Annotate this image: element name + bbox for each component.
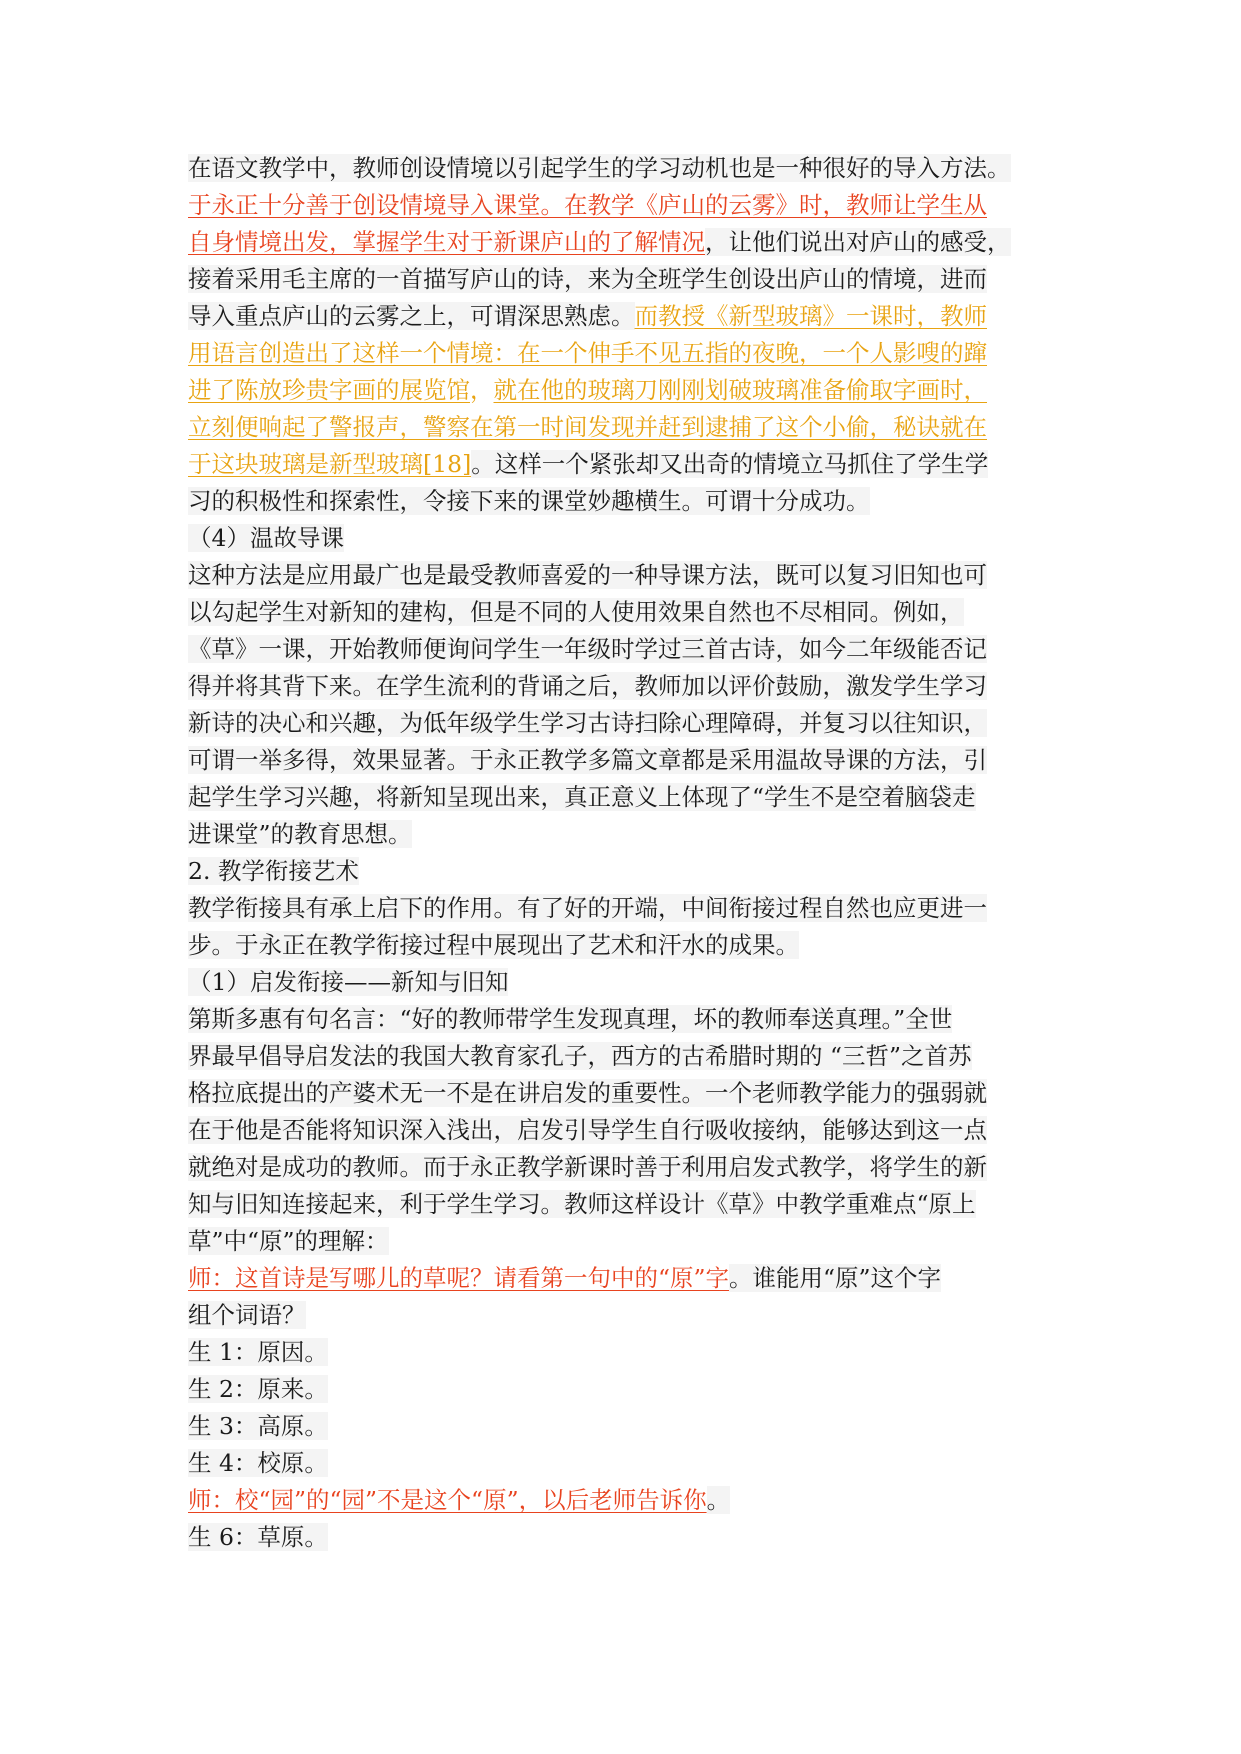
text-run: 步。于永正在教学衔接过程中展现出了艺术和汗水的成果。 [188,931,799,959]
orange-underlined-annotation: 于这块玻璃是新型玻璃[18] [188,450,472,478]
text-run: 生 6：草原。 [188,1523,328,1551]
text-line [188,187,1078,224]
orange-underlined-annotation: 而教授《新型玻璃》一课时，教师 [634,302,987,330]
text-line [188,224,1078,261]
dialogue-line [188,1445,1078,1482]
text-run: 进课堂”的教育思想。 [188,820,412,848]
text-run: 。 [706,1486,731,1514]
text-line [188,483,1078,520]
document-body [188,150,1078,1556]
text-line [188,779,1078,816]
text-run: 就绝对是成功的教师。而于永正教学新课时善于利用启发式教学，将学生的新 [188,1153,987,1181]
text-line [188,1297,1078,1334]
text-line [188,890,1078,927]
text-line [188,372,1078,409]
text-line [188,1149,1078,1186]
text-line [188,335,1078,372]
text-run: 新诗的决心和兴趣，为低年级学生学习古诗扫除心理障碍，并复习以往知识， [188,709,987,737]
text-run: ，让他们说出对庐山的感受， [705,228,1011,256]
dialogue-line [188,1482,1078,1519]
dialogue-line [188,1334,1078,1371]
text-run: 起学生学习兴趣，将新知呈现出来，真正意义上体现了“学生不是空着脑袋走 [188,783,976,811]
orange-underlined-annotation: 用语言创造出了这样一个情境：在一个伸手不见五指的夜晚，一个人影嗖的蹿 [188,339,987,367]
text-line [188,742,1078,779]
heading-text: （4）温故导课 [188,524,344,552]
text-run: 。谁能用“原”这个字 [729,1264,942,1292]
text-run: 接着采用毛主席的一首描写庐山的诗，来为全班学生创设出庐山的情境，进而 [188,265,987,293]
orange-underlined-annotation: 立刻便响起了警报声，警察在第一时间发现并赶到逮捕了这个小偷，秘诀就在 [188,413,987,441]
text-run: 。这样一个紧张却又出奇的情境立马抓住了学生学 [471,450,989,478]
text-run: 以勾起学生对新知的建构，但是不同的人使用效果自然也不尽相同。例如， [188,598,964,626]
text-line [188,1112,1078,1149]
text-run: 生 2：原来。 [188,1375,328,1403]
text-run: 组个词语？ [188,1301,306,1329]
orange-underlined-annotation: 就在他的玻璃刀刚刚划破玻璃准备偷取字画时， [493,376,987,404]
text-line [188,927,1078,964]
text-run: 教学衔接具有承上启下的作用。有了好的开端，中间衔接过程自然也应更进一 [188,894,987,922]
text-line [188,594,1078,631]
dialogue-line [188,1519,1078,1556]
text-run: 在于他是否能将知识深入浅出，启发引导学生自行吸收接纳，能够达到这一点 [188,1116,987,1144]
text-line [188,668,1078,705]
text-run: ， [470,376,494,404]
text-run: 格拉底提出的产婆术无一不是在讲启发的重要性。一个老师教学能力的强弱就 [188,1079,987,1107]
text-line [188,1223,1078,1260]
text-line [188,1001,1078,1038]
dialogue-line [188,1371,1078,1408]
text-run: 这种方法是应用最广也是最受教师喜爱的一种导课方法，既可以复习旧知也可 [188,561,987,589]
text-line [188,631,1078,668]
red-underlined-annotation: 自身情境出发，掌握学生对于新课庐山的了解情况 [188,228,705,256]
text-run: 在语文教学中，教师创设情境以引起学生的学习动机也是一种很好的导入方法。 [188,154,1011,182]
dialogue-line [188,1408,1078,1445]
text-line [188,1186,1078,1223]
text-run: 可谓一举多得，效果显著。于永正教学多篇文章都是采用温故导课的方法，引 [188,746,987,774]
red-underlined-annotation: 师：校“园”的“园”不是这个“原”，以后老师告诉你 [188,1486,707,1514]
section-heading [188,964,1078,1001]
text-line [188,150,1078,187]
text-run: 知与旧知连接起来，利于学生学习。教师这样设计《草》中教学重难点“原上 [188,1190,976,1218]
text-line [188,557,1078,594]
text-run: 草”中“原”的理解： [188,1227,389,1255]
text-line [188,1038,1078,1075]
section-heading [188,520,1078,557]
text-line [188,1260,1078,1297]
text-run: 习的积极性和探索性，令接下来的课堂妙趣横生。可谓十分成功。 [188,487,870,515]
heading-text: （1）启发衔接——新知与旧知 [188,968,509,996]
orange-underlined-annotation: 进了陈放珍贵字画的展览馆 [188,376,470,404]
text-line [188,816,1078,853]
text-line [188,298,1078,335]
text-run: 界最早倡导启发法的我国大教育家孔子，西方的古希腊时期的 “三哲”之首苏 [188,1042,972,1070]
section-heading [188,853,1078,890]
red-underlined-annotation: 于永正十分善于创设情境导入课堂。在教学《庐山的云雾》时，教师让学生从 [188,191,987,219]
text-run: 生 1：原因。 [188,1338,328,1366]
text-line [188,409,1078,446]
text-run: 生 3：高原。 [188,1412,328,1440]
text-run: 导入重点庐山的云雾之上，可谓深思熟虑。 [188,302,635,330]
text-line [188,705,1078,742]
text-run: 第斯多惠有句名言：“好的教师带学生发现真理，坏的教师奉送真理。”全世 [188,1005,953,1033]
text-line [188,446,1078,483]
text-run: 生 4：校原。 [188,1449,328,1477]
text-run: 《草》一课，开始教师便询问学生一年级时学过三首古诗，如今二年级能否记 [188,635,987,663]
text-line [188,1075,1078,1112]
red-underlined-annotation: 师：这首诗是写哪儿的草呢？请看第一句中的“原”字 [188,1264,730,1292]
heading-text: 2. 教学衔接艺术 [188,857,359,885]
text-line [188,261,1078,298]
text-run: 得并将其背下来。在学生流利的背诵之后，教师加以评价鼓励，激发学生学习 [188,672,987,700]
